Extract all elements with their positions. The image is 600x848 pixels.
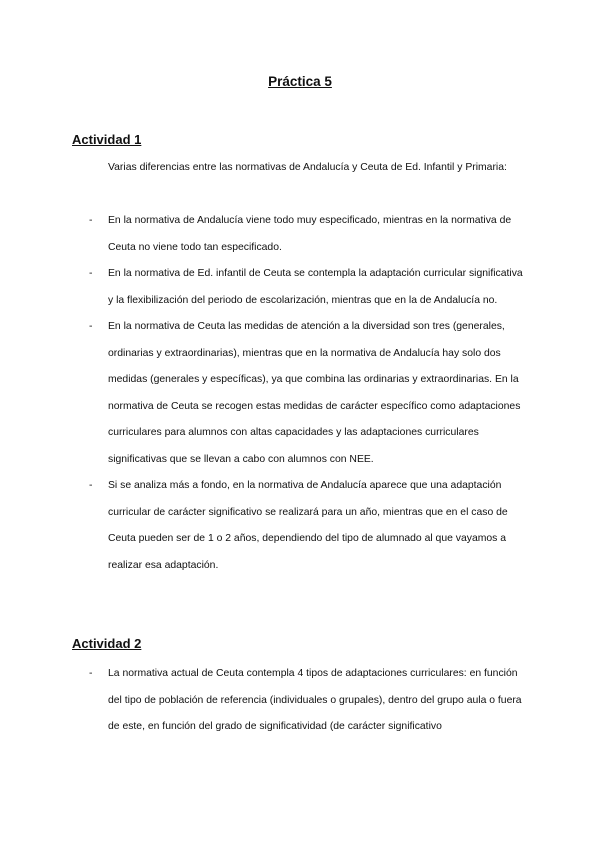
list-item [72, 261, 527, 314]
section-heading-actividad-2: Actividad 2 [72, 636, 142, 651]
bullet-dash: - [89, 268, 93, 279]
list-item [72, 208, 527, 261]
intro-paragraph: Varias diferencias entre las normativas de Andalucía y Ceuta de Ed. Infantil y Primaria: [108, 162, 507, 173]
section-heading-actividad-1: Actividad 1 [72, 132, 142, 147]
list-item [72, 314, 527, 473]
page-title: Práctica 5 [268, 74, 332, 89]
list-item [72, 661, 527, 741]
list-item [72, 473, 527, 579]
list-item-text: La normativa actual de Ceuta contempla 4 tipos de adaptaciones curriculares: en función del tipo de población de referencia (individuales o grupales), dentro del grupo aula o fuera de este, en función del grado de significatividad (de carácter significativo [108, 668, 522, 732]
list-item-text: Si se analiza más a fondo, en la normativa de Andalucía aparece que una adaptación curricular de carácter significativo se realizará para un año, mientras que en el caso de Ceuta pueden ser de 1 o 2 años, dependiendo del tipo de alumnado al que vayamos a realizar esa adaptación. [108, 480, 508, 571]
actividad-1-list [72, 208, 527, 579]
bullet-dash: - [89, 215, 93, 226]
bullet-dash: - [89, 321, 93, 332]
list-item-text: En la normativa de Ed. infantil de Ceuta se contempla la adaptación curricular significativa y la flexibilización del periodo de escolarización, mientras que en la de Andalucía no. [108, 268, 523, 306]
list-item-text: En la normativa de Ceuta las medidas de atención a la diversidad son tres (generales, ordinarias y extraordinarias), mientras que en la normativa de Andalucía hay solo dos medidas (generales y específicas), ya que combina las ordinarias y extraordinarias. En la normativa de Ceuta se recogen estas medidas de carácter específico como adaptaciones curriculares para alumnos con altas capacidades y las adaptaciones curriculares significativas que se llevan a cabo con alumnos con NEE. [108, 321, 521, 465]
list-item-text: En la normativa de Andalucía viene todo muy especificado, mientras en la normativa de Ceuta no viene todo tan especificado. [108, 215, 512, 253]
bullet-dash: - [89, 668, 93, 679]
bullet-dash: - [89, 480, 93, 491]
actividad-2-list [72, 661, 527, 741]
